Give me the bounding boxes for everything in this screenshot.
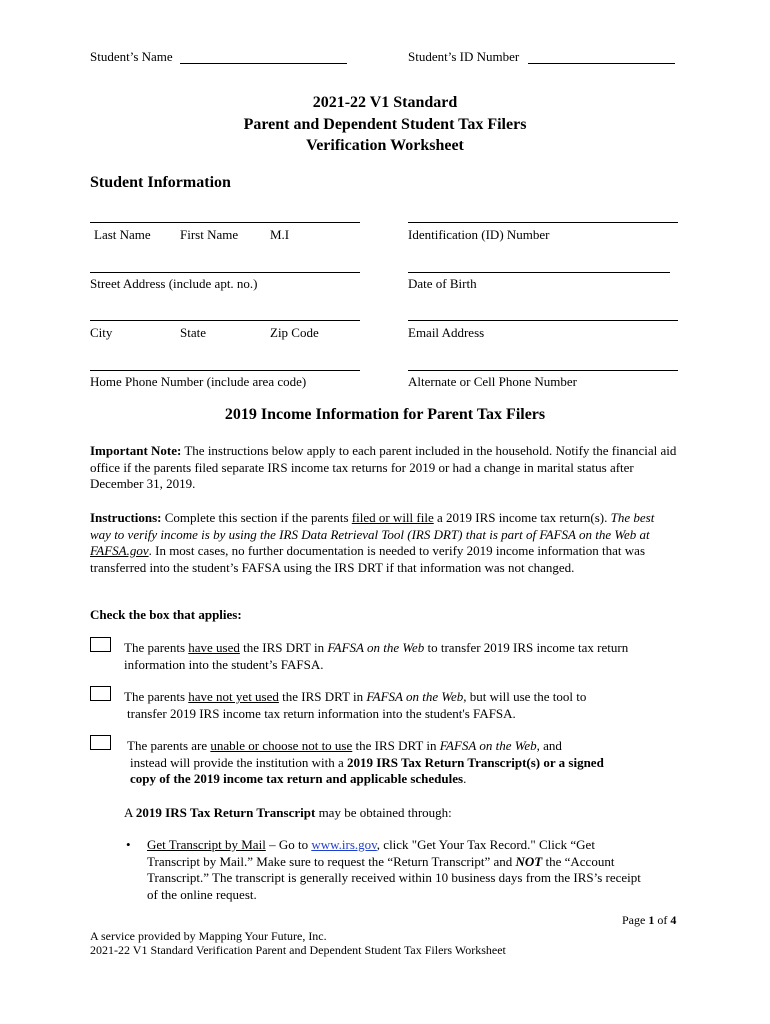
get-transcript-item: Get Transcript by Mail – Go to www.irs.gov, click "Get Your Tax Record." Click “Get Transcript by Mail.” Make sure to request the “Return Transcript” and NOT the “Account Transcript.” The transcript is generally received within 10 business days from the IRS’s receipt of the online request. — [147, 837, 641, 902]
option-used-checkbox[interactable] — [90, 637, 111, 652]
mi-label: M.I — [270, 227, 290, 242]
student-info-heading: Student Information — [90, 174, 231, 191]
option-not-yet-text: The parents have not yet used the IRS DRT in FAFSA on the Web, but will use the tool to transfer 2019 IRS income tax return information into the student's FAFSA. — [124, 689, 587, 721]
fafsa-link[interactable]: FAFSA.gov — [90, 543, 149, 558]
option-unable-text: The parents are unable or choose not to use the IRS DRT in FAFSA on the Web, and instead will provide the institution with a 2019 IRS Tax Return Transcript(s) or a signed copy of the 2019 income tax return and applicable schedules. — [127, 738, 604, 786]
first-name-label: First Name — [180, 227, 239, 242]
student-name-field[interactable] — [180, 63, 347, 64]
title-line-2: Parent and Dependent Student Tax Filers — [243, 116, 527, 133]
id-number-label: Identification (ID) Number — [408, 227, 550, 242]
footer-doc-name: 2021-22 V1 Standard Verification Parent and Dependent Student Tax Filers Worksheet — [90, 943, 506, 957]
name-field[interactable] — [90, 222, 360, 223]
dob-label: Date of Birth — [408, 276, 477, 291]
street-address-field[interactable] — [90, 272, 360, 273]
alt-phone-field[interactable] — [408, 370, 678, 371]
instructions: Instructions: Complete this section if the parents filed or will file a 2019 IRS income tax return(s). The best way to verify income is by using the IRS Data Retrieval Tool (IRS DRT) that is part of FAFSA on the Web at FAFSA.gov. In most cases, no further documentation is needed to verify 2019 income information that was transferred into the student’s FAFSA using the IRS DRT if that information was not changed. — [90, 510, 655, 575]
bullet-icon: • — [126, 837, 131, 852]
transcript-intro: A 2019 IRS Tax Return Transcript may be obtained through: — [124, 805, 452, 820]
student-id-field[interactable] — [528, 63, 675, 64]
income-heading: 2019 Income Information for Parent Tax Filers — [224, 406, 546, 423]
important-note: Important Note: The instructions below apply to each parent included in the household. Notify the financial aid office if the parents filed separate IRS income tax returns for 2019 or had a change in marital status after December 31, 2019. — [90, 443, 677, 491]
home-phone-label: Home Phone Number (include area code) — [90, 374, 307, 389]
page-number: Page 1 of 4 — [622, 913, 677, 927]
city-label: City — [90, 325, 113, 340]
footer-service: A service provided by Mapping Your Future, Inc. — [90, 929, 327, 943]
alt-phone-label: Alternate or Cell Phone Number — [408, 374, 577, 389]
home-phone-field[interactable] — [90, 370, 360, 371]
state-label: State — [180, 325, 206, 340]
title-line-1: 2021-22 V1 Standard — [312, 94, 458, 111]
option-not-yet-checkbox[interactable] — [90, 686, 111, 701]
city-state-zip-field[interactable] — [90, 320, 360, 321]
irs-link[interactable]: www.irs.gov — [311, 837, 377, 852]
street-address-label: Street Address (include apt. no.) — [90, 276, 258, 291]
last-name-label: Last Name — [94, 227, 151, 242]
student-id-label: Student’s ID Number — [408, 49, 520, 64]
get-transcript-by-mail-link[interactable]: Get Transcript by Mail — [147, 837, 266, 852]
option-used-text: The parents have used the IRS DRT in FAFSA on the Web to transfer 2019 IRS income tax return information into the student’s FAFSA. — [124, 640, 629, 672]
check-label: Check the box that applies: — [90, 607, 242, 622]
zip-label: Zip Code — [270, 325, 319, 340]
email-field[interactable] — [408, 320, 678, 321]
dob-field[interactable] — [408, 272, 670, 273]
title-line-3: Verification Worksheet — [306, 137, 464, 154]
email-label: Email Address — [408, 325, 485, 340]
option-unable-checkbox[interactable] — [90, 735, 111, 750]
id-number-field[interactable] — [408, 222, 678, 223]
student-name-label: Student’s Name — [90, 49, 173, 64]
